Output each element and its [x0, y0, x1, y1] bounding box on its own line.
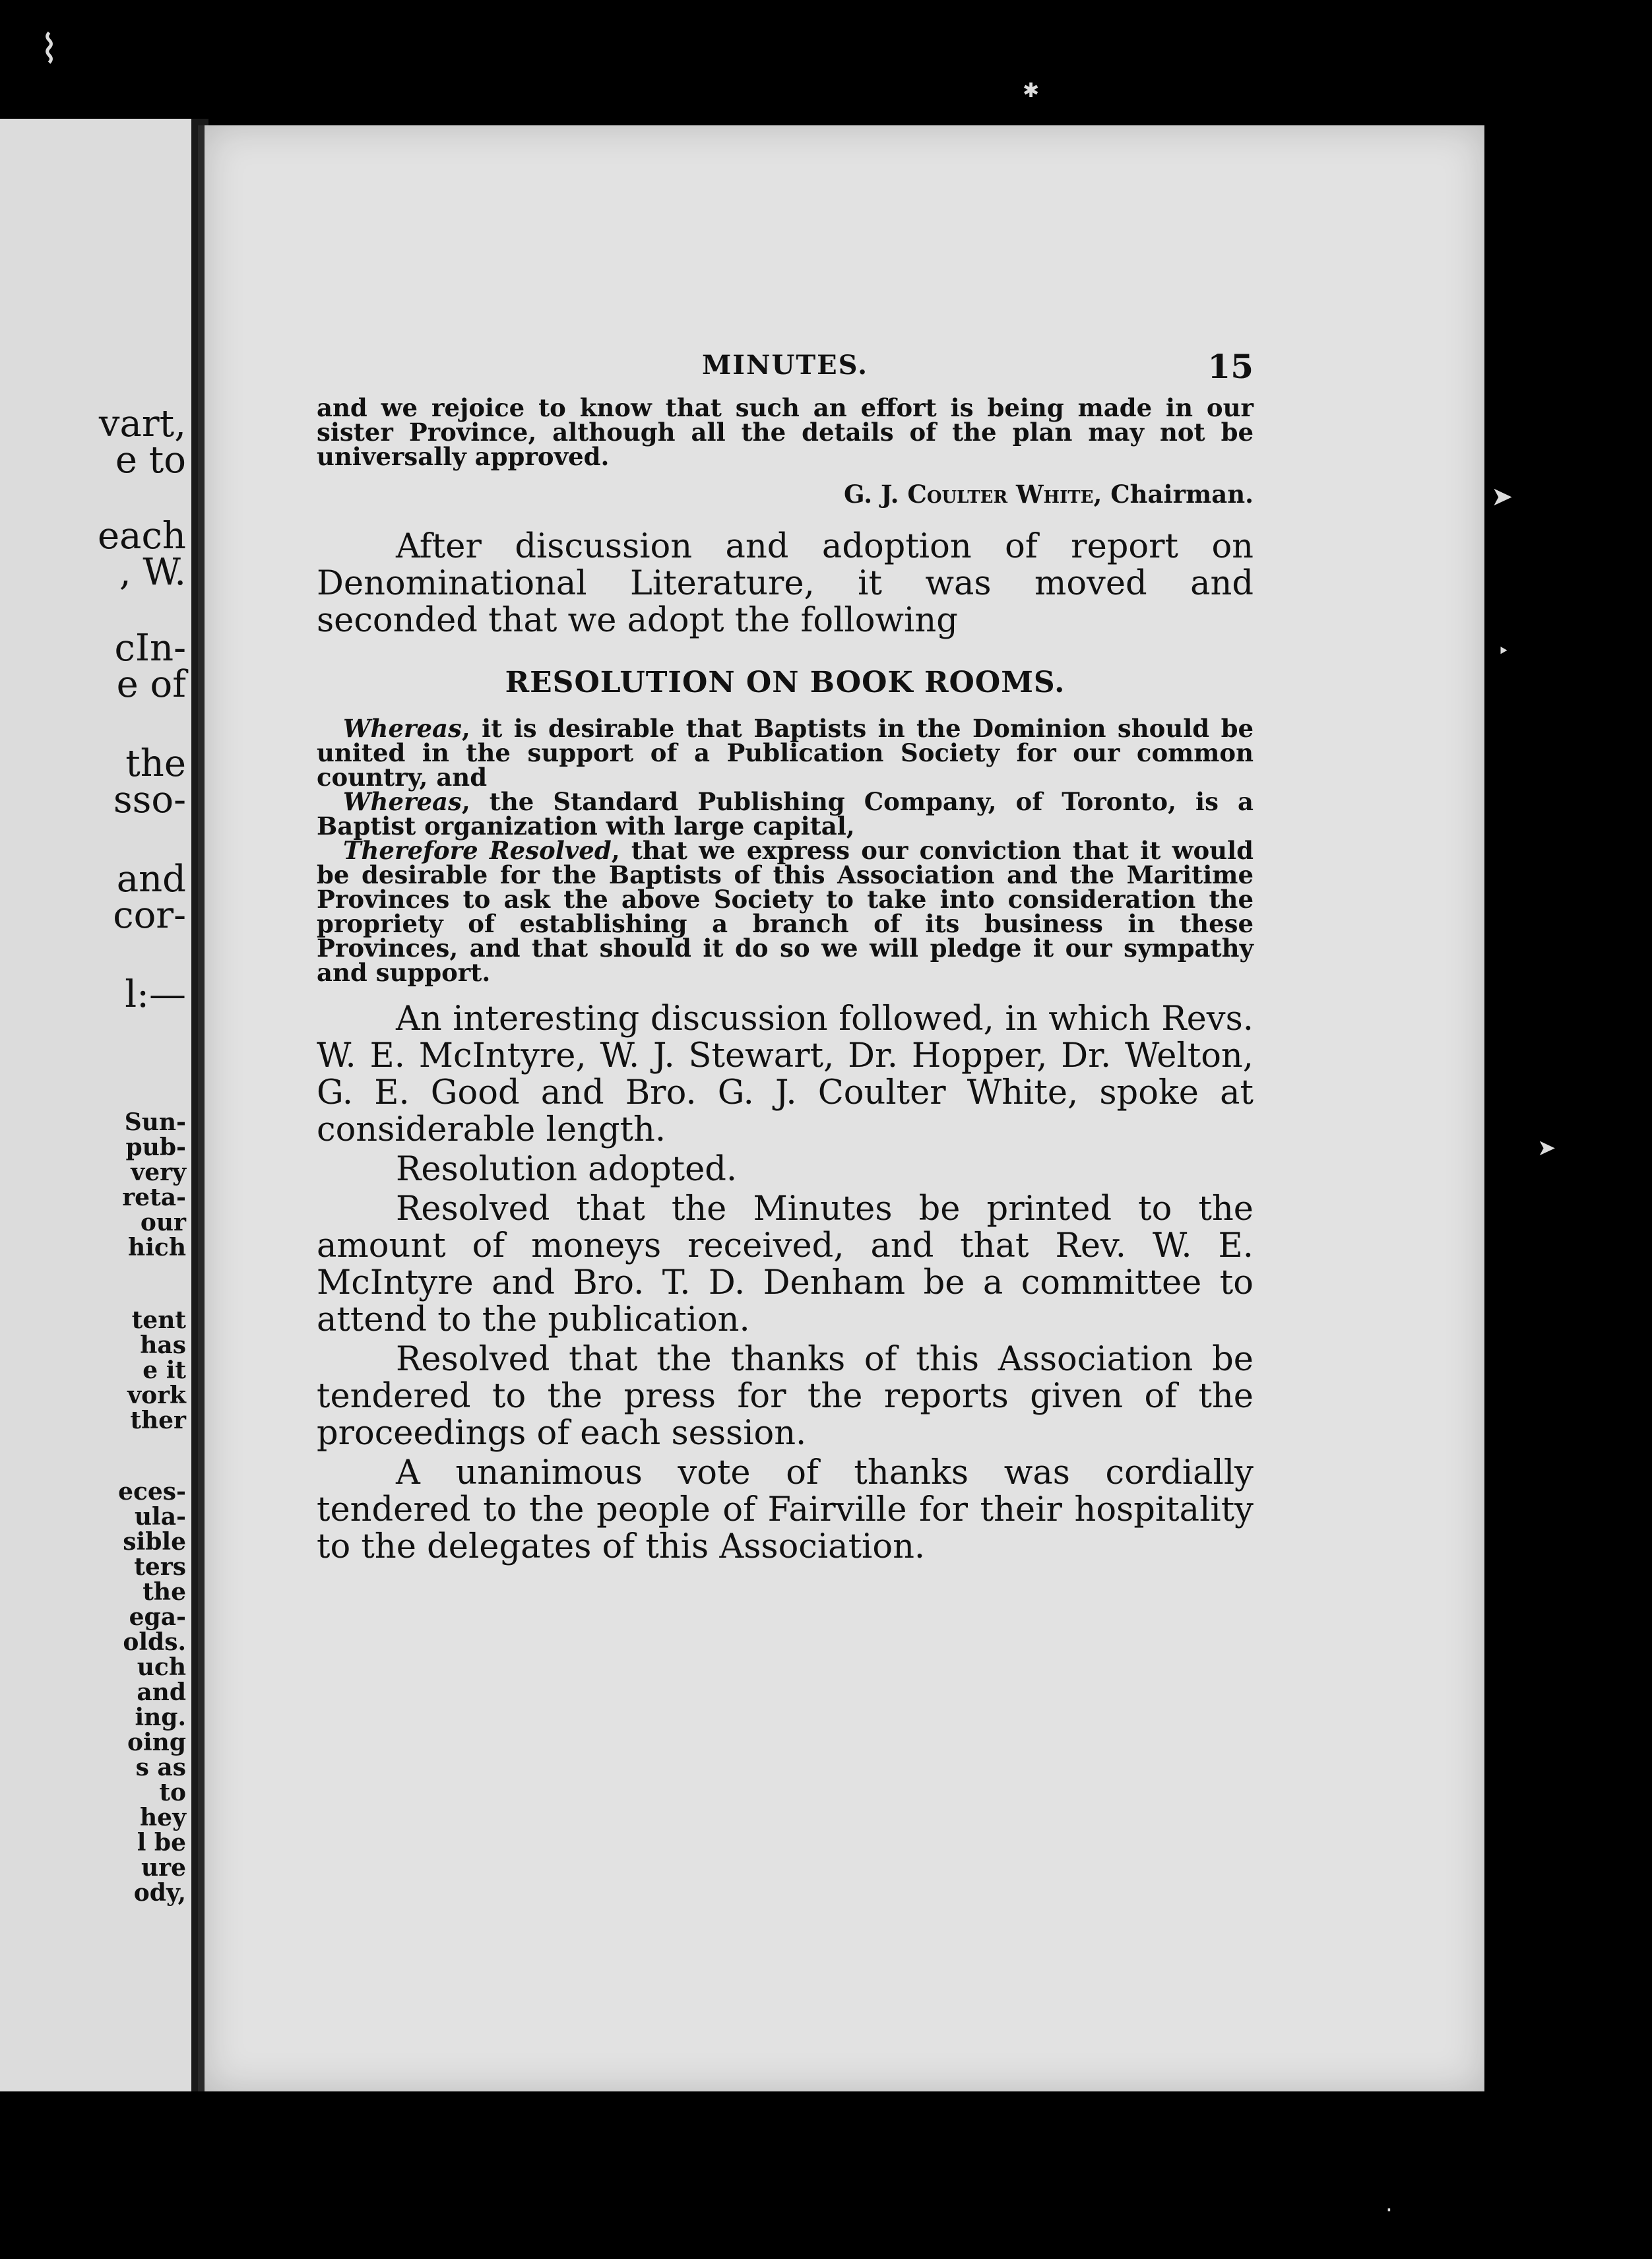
previous-page-line: oing	[127, 1729, 186, 1756]
book-page	[198, 125, 1484, 2091]
scan-artifact-mark: ·	[1385, 2197, 1393, 2223]
scan-artifact-mark: ✱	[1023, 79, 1040, 102]
signature-role: Chairman.	[1102, 480, 1254, 509]
previous-page-line: l:—	[125, 973, 186, 1016]
whereas-clause-1	[317, 716, 1254, 790]
previous-page-line: the	[143, 1578, 186, 1606]
previous-page-line: , W.	[119, 551, 186, 594]
report-signature	[317, 480, 1254, 509]
signature-name: G. J. Coulter White,	[843, 480, 1102, 509]
previous-page-line: ula-	[134, 1503, 186, 1531]
previous-page-line: tent	[131, 1306, 186, 1334]
discussion-paragraph: An interesting discussion followed, in which Revs. W. E. McIntyre, W. J. Stewart, Dr. Hopper, Dr. Welton, G. E. Good and Bro. G. J. Coulter White, spoke at considerable length.	[317, 1000, 1254, 1149]
intro-paragraph: After discussion and adoption of report on Denominational Literature, it was moved and seconded that we adopt the following	[317, 527, 1254, 640]
running-title: MINUTES.	[701, 350, 869, 381]
previous-page-line: eces-	[118, 1478, 186, 1506]
previous-page-line: each	[98, 515, 186, 557]
previous-page-line: uch	[137, 1653, 186, 1681]
running-head	[317, 347, 1254, 396]
previous-page-line: l be	[137, 1829, 186, 1857]
thanks-people-paragraph: A unanimous vote of thanks was cordially tendered to the people of Fairville for their hospitality to the delegates of this Association.	[317, 1453, 1254, 1566]
previous-page-line: Sun-	[124, 1108, 186, 1136]
previous-page-line: and	[137, 1678, 186, 1706]
previous-page-line: to	[159, 1779, 186, 1806]
scan-artifact-mark: ➤	[1491, 482, 1513, 512]
previous-page-line: reta-	[122, 1184, 186, 1211]
previous-page-line: olds.	[123, 1628, 186, 1656]
whereas-text: , the Standard Publishing Company, of Toronto, is a Baptist organization with large capital,	[317, 787, 1254, 841]
previous-page-line: cIn-	[114, 627, 186, 670]
scan-artifact-mark: ‣	[1498, 640, 1509, 663]
previous-page-line: vart,	[98, 402, 186, 445]
previous-page-line: cor-	[113, 894, 186, 937]
previous-page-line: hey	[140, 1804, 186, 1831]
whereas-clause-2	[317, 787, 1254, 841]
previous-page-line: ing.	[135, 1703, 186, 1731]
previous-page-line: sible	[123, 1528, 186, 1556]
resolution-heading: RESOLUTION ON BOOK ROOMS.	[505, 666, 1065, 699]
scan-artifact-mark: ⌇	[40, 26, 59, 73]
whereas-label: Whereas	[343, 787, 462, 816]
therefore-clause	[317, 836, 1254, 987]
page-content	[317, 347, 1254, 1566]
therefore-label: Therefore Resolved	[343, 836, 612, 865]
therefore-text: , that we express our conviction that it would be desirable for the Baptists of this Association and the Maritime Provinces to ask the above Society to take into consideration the propriety of establishing a branch of its business in these Provinces, and that should it do so we will pledge it our sympathy and support.	[317, 836, 1254, 987]
scan-artifact-mark: ➤	[1537, 1135, 1556, 1161]
whereas-label: Whereas	[343, 714, 462, 743]
previous-page-line: ther	[130, 1407, 186, 1434]
previous-page-line: e of	[116, 663, 186, 706]
thanks-press-paragraph: Resolved that the thanks of this Association be tendered to the press for the reports given of the proceedings of each session.	[317, 1340, 1254, 1453]
previous-page-line: our	[140, 1209, 186, 1236]
previous-page-line: very	[131, 1159, 186, 1186]
adopted-paragraph: Resolution adopted.	[396, 1150, 738, 1189]
previous-page-line: sso-	[113, 779, 186, 821]
previous-page-line: ters	[134, 1553, 186, 1581]
previous-page-line: s as	[135, 1754, 186, 1781]
previous-page-line: has	[140, 1331, 186, 1359]
previous-page-line: e it	[143, 1356, 186, 1384]
page-number: 15	[1207, 347, 1254, 386]
previous-page-line: ure	[141, 1854, 186, 1882]
previous-page-line: the	[125, 742, 186, 785]
previous-page-line: vork	[127, 1382, 186, 1409]
minutes-paragraph: Resolved that the Minutes be printed to the amount of moneys received, and that Rev. W. E. McIntyre and Bro. T. D. Denham be a committee to attend to the publication.	[317, 1190, 1254, 1339]
report-closing-text: and we rejoice to know that such an effort is being made in our sister Province, although all the details of the plan may not be universally approved.	[317, 393, 1254, 471]
previous-page-fragment	[0, 119, 195, 2091]
previous-page-line: ody,	[133, 1879, 186, 1907]
previous-page-line: pub-	[125, 1133, 186, 1161]
spacer	[317, 985, 1254, 1001]
previous-page-line: ega-	[129, 1603, 186, 1631]
whereas-text: , it is desirable that Baptists in the Dominion should be united in the support of a Publication Society for our common country, and	[317, 714, 1254, 792]
previous-page-line: and	[116, 858, 186, 901]
previous-page-line: e to	[115, 439, 186, 482]
previous-page-line: hich	[128, 1234, 186, 1261]
